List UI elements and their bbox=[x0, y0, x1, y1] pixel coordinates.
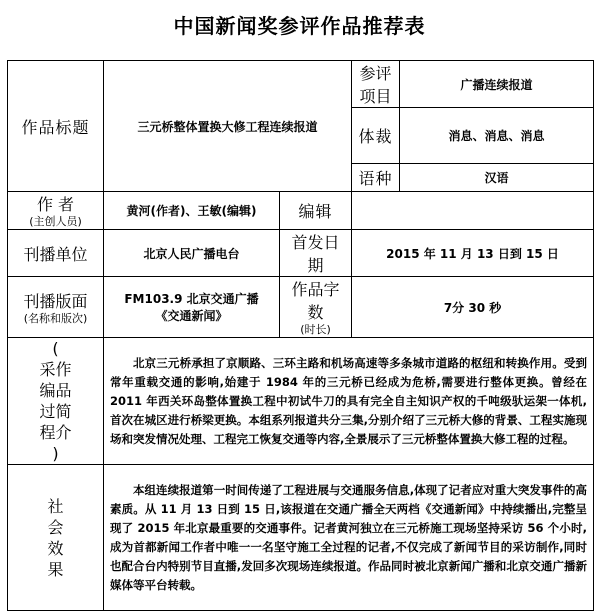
edition-value-cell bbox=[104, 277, 280, 338]
language-value: 汉语 bbox=[400, 164, 594, 192]
intro-label-char: ( bbox=[52, 339, 59, 358]
page-title: 中国新闻奖参评作品推荐表 bbox=[173, 14, 426, 38]
word-count-label-cell bbox=[280, 277, 352, 338]
publisher-label: 刊播单位 bbox=[8, 230, 104, 277]
category-value: 广播连续报道 bbox=[400, 61, 594, 108]
nomination-form-table bbox=[7, 60, 594, 611]
genre-label: 体裁 bbox=[352, 108, 400, 164]
editor-label: 编辑 bbox=[280, 192, 352, 230]
author-sub-label: (主创人员) bbox=[29, 215, 82, 228]
genre-value: 消息、消息、消息 bbox=[400, 108, 594, 164]
author-label-cell bbox=[8, 192, 104, 230]
intro-label-char: ) bbox=[52, 444, 59, 463]
effect-label bbox=[8, 465, 104, 611]
publisher-value: 北京人民广播电台 bbox=[104, 230, 280, 277]
edition-label: 刊播版面 bbox=[23, 291, 88, 311]
author-label: 作 者 bbox=[36, 195, 75, 214]
intro-label bbox=[8, 338, 104, 465]
word-count-sub-label: (时长) bbox=[300, 323, 331, 336]
work-title-label: 作品标题 bbox=[8, 61, 104, 192]
edition-value-line2: 《交通新闻》 bbox=[155, 309, 228, 323]
edition-label-cell bbox=[8, 277, 104, 338]
effect-label-char: 果 bbox=[47, 559, 64, 579]
intro-label-char: 过简 bbox=[39, 402, 72, 421]
language-label: 语种 bbox=[352, 164, 400, 192]
intro-label-char: 程介 bbox=[39, 423, 72, 442]
intro-text: 北京三元桥承担了京顺路、三环主路和机场高速等多条城市道路的枢纽和转换作用。受到常年重载交通的影响,始建于 1984 年的三元桥已经成为危桥,需要进行整体更换。曾经在 2011 年西关环岛整体置换工程中初试牛刀的具有完全自主知识产权的千吨级驮运架一体机,首次在城区进行桥梁更换。本组系列报道共分三集,分别介绍了三元桥大修的背景、工程实施现场和突发情况处理、工程完工恢复交通等内容,全景展示了三元桥整体置换大修工程的过程。 bbox=[104, 338, 594, 465]
effect-label-char: 会 bbox=[47, 517, 64, 537]
editor-value bbox=[352, 192, 594, 230]
work-title-value: 三元桥整体置换大修工程连续报道 bbox=[104, 61, 352, 192]
category-label: 参评项目 bbox=[352, 61, 400, 108]
intro-label-char: 采作 bbox=[39, 360, 72, 379]
edition-value-line1: FM103.9 北京交通广播 bbox=[124, 292, 259, 306]
word-count-value: 7分 30 秒 bbox=[352, 277, 594, 338]
word-count-label: 作品字数 bbox=[291, 280, 340, 322]
edition-sub-label: (名称和版次) bbox=[23, 311, 88, 325]
author-value: 黄河(作者)、王敏(编辑) bbox=[104, 192, 280, 230]
effect-label-char: 社 bbox=[47, 496, 64, 516]
effect-text: 本组连续报道第一时间传递了工程进展与交通服务信息,体现了记者应对重大突发事件的高素质。从 11 月 13 日到 15 日,该报道在交通广播全天两档《交通新闻》中持续播出,完整呈现了 2015 年北京最重要的交通事件。记者黄河独立在三元桥施工现场坚持采访 56 个小时,成为首都新闻工作者中唯一一名坚守施工全过程的记者,不仅完成了新闻节目的采访制作,同时也配合台内特别节目直播,发回多次现场连续报道。作品同时被北京新闻广播和北京交通广播新媒体等平台转载。 bbox=[104, 465, 594, 611]
first-date-value: 2015 年 11 月 13 日到 15 日 bbox=[352, 230, 594, 277]
first-date-label: 首发日期 bbox=[280, 230, 352, 277]
intro-label-char: 编品 bbox=[39, 381, 72, 400]
effect-label-char: 效 bbox=[47, 538, 64, 558]
